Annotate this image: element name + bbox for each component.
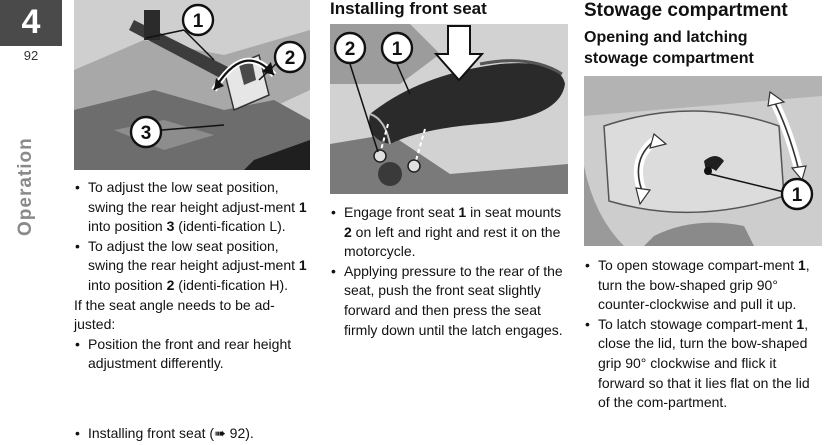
col3-body: [584, 256, 822, 413]
callout-1-label: 1: [791, 185, 803, 206]
col2-body: [330, 203, 570, 340]
list-item: • To open stowage compart-ment 1, turn the bow-shaped grip 90° counter-clockwise and pull it up.: [584, 256, 822, 315]
callout-1-label: 1: [391, 39, 403, 60]
list-item: • Position the front and rear height adjustment differently.: [74, 335, 314, 374]
page-ref-arrow-icon: ➠: [214, 425, 226, 441]
callout-1-label: 1: [192, 11, 204, 32]
list-item: • To adjust the low seat position, swing the rear height adjust-ment 1 into position 2 (identi-fication H).: [74, 237, 314, 296]
page-reference-link[interactable]: 92).: [225, 425, 254, 441]
list-item: • Applying pressure to the rear of the seat, push the front seat slightly forward and then press the seat firmly down until the latch engages.: [330, 262, 570, 340]
chapter-sidebar: [0, 0, 62, 445]
list-item: • To adjust the low seat position, swing the rear height adjust-ment 1 into position 3 (identi-fication L).: [74, 178, 314, 237]
opening-latching-subtitle: Opening and latching stowage compartment: [584, 29, 754, 67]
page-number: 92: [23, 48, 39, 63]
stowage-compartment-figure: [584, 76, 822, 246]
callout-2-label: 2: [344, 39, 356, 60]
chapter-number: 4: [0, 0, 62, 44]
seat-angle-paragraph: If the seat angle needs to be ad-justed:: [74, 296, 275, 333]
front-seat-figure: [330, 24, 568, 194]
installing-front-seat-title: Installing front seat: [330, 0, 487, 18]
chapter-divider: [0, 44, 62, 46]
callout-3-label: 3: [140, 123, 152, 144]
section-title: Operation: [15, 137, 36, 236]
col1-body: [74, 178, 314, 374]
stowage-compartment-title: Stowage compartment: [584, 0, 788, 21]
col1-crossref: [74, 424, 314, 444]
callout-2-label: 2: [284, 48, 296, 69]
rear-height-adjustment-figure: [74, 0, 310, 170]
list-item: • To latch stowage compart-ment 1, close the lid, turn the bow-shaped grip 90° clockwise and flick it forward so that it lies flat on the lid of the com-partment.: [584, 315, 822, 413]
list-item: • Installing front seat (➠ 92).: [74, 424, 314, 444]
list-item: • Engage front seat 1 in seat mounts 2 on left and right and rest it on the motorcycle.: [330, 203, 570, 262]
